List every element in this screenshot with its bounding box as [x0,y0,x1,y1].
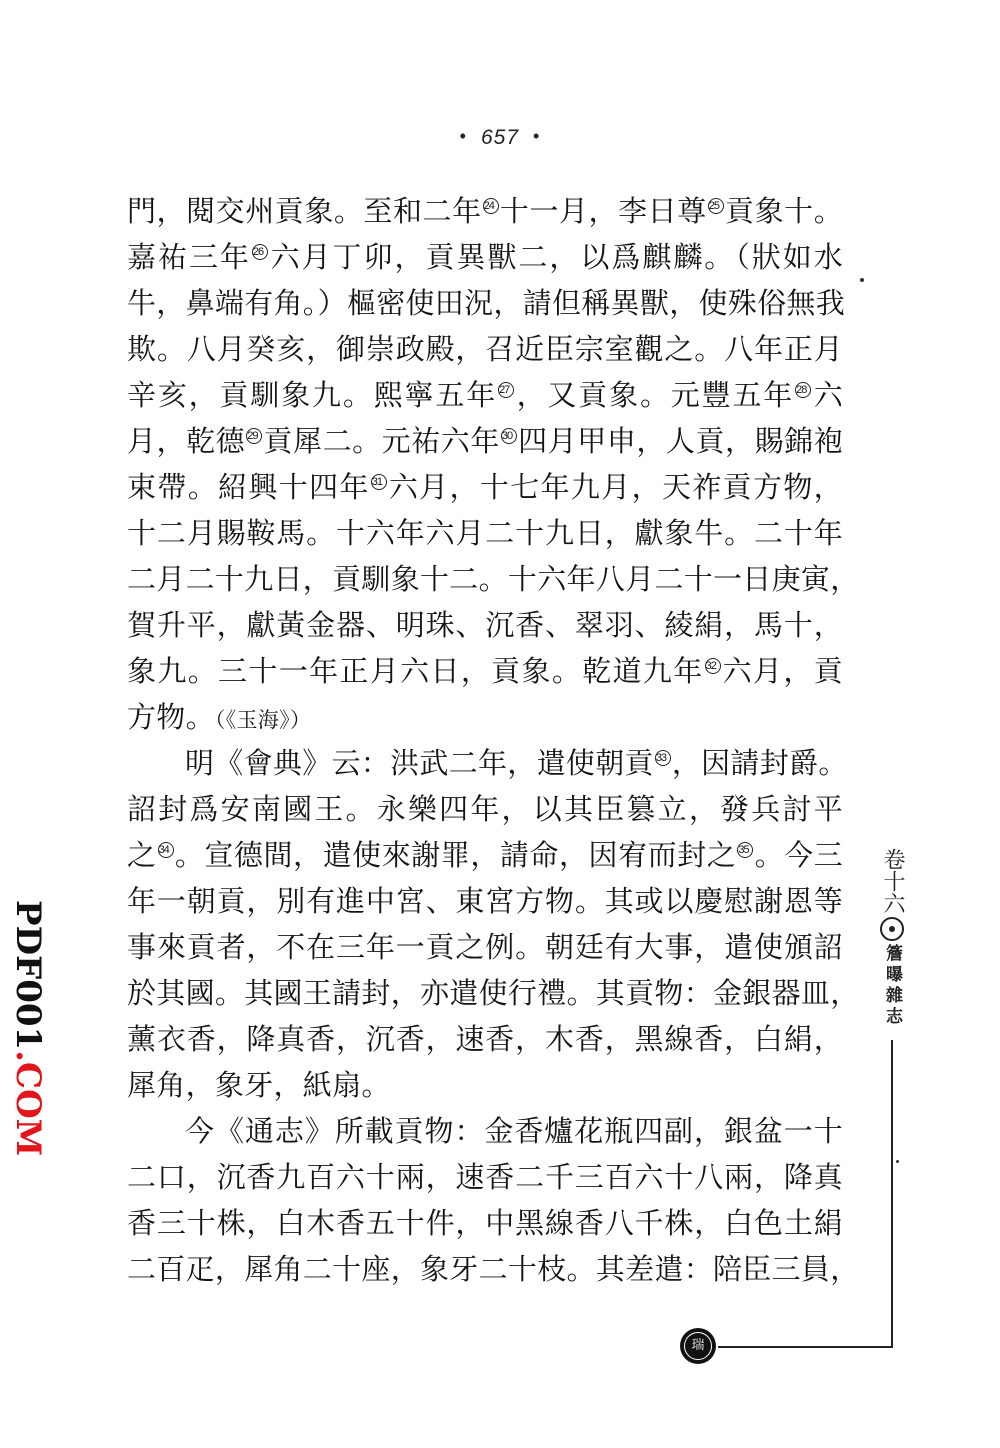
text-run: 明《會典》云：洪武二年，遣使朝貢 [185,746,654,780]
text-run: 二月二十九日，貢馴象十二。十六年八月二十一日庚寅， [127,562,860,596]
text-line [127,418,843,464]
footnote-marker[interactable]: 27 [498,382,514,398]
text-run: 薰衣香，降真香，沉香，速香，木香，黑線香，白絹， [127,1022,843,1056]
text-line [127,1246,860,1292]
text-run: 賀升平，獻黃金器、明珠、沉香、翠羽、綾絹，馬十， [127,608,843,642]
text-run: 二百疋，犀角二十座，象牙二十枝。其差遣：陪臣三員， [127,1252,860,1286]
text-line [127,1200,843,1246]
text-line [127,372,843,418]
text-run: 六 [812,378,843,412]
text-run: 十二月賜鞍馬。十六年六月二十九日，獻象牛。二十年 [127,516,843,550]
page-number [0,126,1000,150]
text-line [127,970,860,1016]
text-run: 之 [127,838,157,872]
text-line [127,694,843,740]
text-run: 二口，沉香九百六十兩，速香二千三百六十八兩，降真 [127,1160,843,1194]
text-line [127,602,843,648]
text-run: 年一朝貢，別有進中宮、東宮方物。其或以慶慰謝恩等 [127,884,843,918]
running-side-title [876,848,908,1028]
text-run: 月，乾德 [127,424,246,458]
text-run: 象九。三十一年正月六日，貢象。乾道九年 [127,654,704,688]
text-line [127,1108,843,1154]
text-line [127,464,843,510]
book-title-label: 簷曝雜志 [882,944,902,1028]
text-run: ，又貢象。元豐五年 [515,378,795,412]
footnote-marker[interactable]: 30 [501,428,517,444]
scan-speck [860,278,864,282]
text-run: 犀角，象牙，紙扇。 [127,1068,391,1102]
text-line [127,1154,843,1200]
scan-speck [896,1160,899,1163]
text-run: 牛，鼻端有角。）樞密使田況，請但稱異獸，使殊俗無我 [127,286,846,320]
text-run: 貢象十。 [724,194,843,228]
text-run: 。宣德間，遣使來謝罪，請命，因宥而封之 [174,838,737,872]
footnote-marker[interactable]: 31 [371,474,387,490]
text-line [127,556,860,602]
side-rule-horizontal [718,1346,893,1348]
watermark-domain: .COM [8,1050,48,1157]
footnote-marker[interactable]: 25 [708,198,724,214]
text-run: 事來貢者，不在三年一貢之例。朝廷有大事，遣使頒詔 [127,930,843,964]
text-line [127,234,843,280]
text-run: 嘉祐三年 [127,240,251,274]
watermark [2,900,54,1157]
page-number-bullet-right: • [533,126,541,146]
text-line [127,280,846,326]
text-line [127,326,843,372]
text-line [127,1016,843,1062]
volume-label: 卷十六 [880,848,905,914]
text-run: 六月，十七年九月，天祚貢方物， [387,470,843,504]
text-run: 六月丁卯，貢異獸二，以爲麒麟。（狀如水 [268,240,844,274]
footnote-marker[interactable]: 34 [158,842,174,858]
text-line [127,1062,843,1108]
text-line [127,786,843,832]
text-run: 束帶。紹興十四年 [127,470,370,504]
side-rule-vertical [891,1040,893,1347]
text-run: 詔封爲安南國王。永樂四年，以其臣篡立，發兵討平 [127,792,843,826]
footnote-marker[interactable]: 24 [483,198,499,214]
text-run: 四月甲申，人貢，賜錦袍 [517,424,843,458]
text-line [127,832,843,878]
footnote-marker[interactable]: 28 [795,382,811,398]
text-run: 十一月，李日尊 [499,194,707,228]
text-run: 香三十株，白木香五十件，中黑線香八千株，白色土絹 [127,1206,843,1240]
page-number-bullet-left: • [459,126,467,146]
text-line [127,878,843,924]
page-number-value: 657 [480,126,520,149]
text-line [127,648,843,694]
footnote-marker[interactable]: 35 [737,842,753,858]
circle-dot-icon [880,917,904,941]
watermark-main: PDF001 [8,900,48,1051]
text-run: 門，閱交州貢象。至和二年 [127,194,482,228]
seal-ornament-icon [680,1328,716,1364]
footnote-marker[interactable]: 29 [246,428,262,444]
footnote-marker[interactable]: 32 [705,658,721,674]
text-run: 六月，貢 [721,654,843,688]
text-run: 貢犀二。元祐六年 [263,424,500,458]
text-run: 於其國。其國王請封，亦遣使行禮。其貢物：金銀器皿， [127,976,860,1010]
text-run: 方物。 [127,700,215,734]
seal-glyph: 瑞 [684,1332,712,1360]
footnote-marker[interactable]: 26 [252,244,268,260]
source-citation: （《玉海》） [214,708,312,732]
text-run: 欺。八月癸亥，御崇政殿，召近臣宗室觀之。八年正月 [127,332,843,366]
text-line [127,188,843,234]
text-line [127,510,843,556]
text-line [127,924,843,970]
text-run: ，因請封爵。 [671,746,848,780]
text-line [127,740,848,786]
text-run: 辛亥，貢馴象九。熙寧五年 [127,378,498,412]
text-run: 。今三 [754,838,843,872]
footnote-marker[interactable]: 33 [655,750,671,766]
text-run: 今《通志》所載貢物：金香爐花瓶四副，銀盆一十 [185,1114,843,1148]
body-text [127,188,860,1292]
